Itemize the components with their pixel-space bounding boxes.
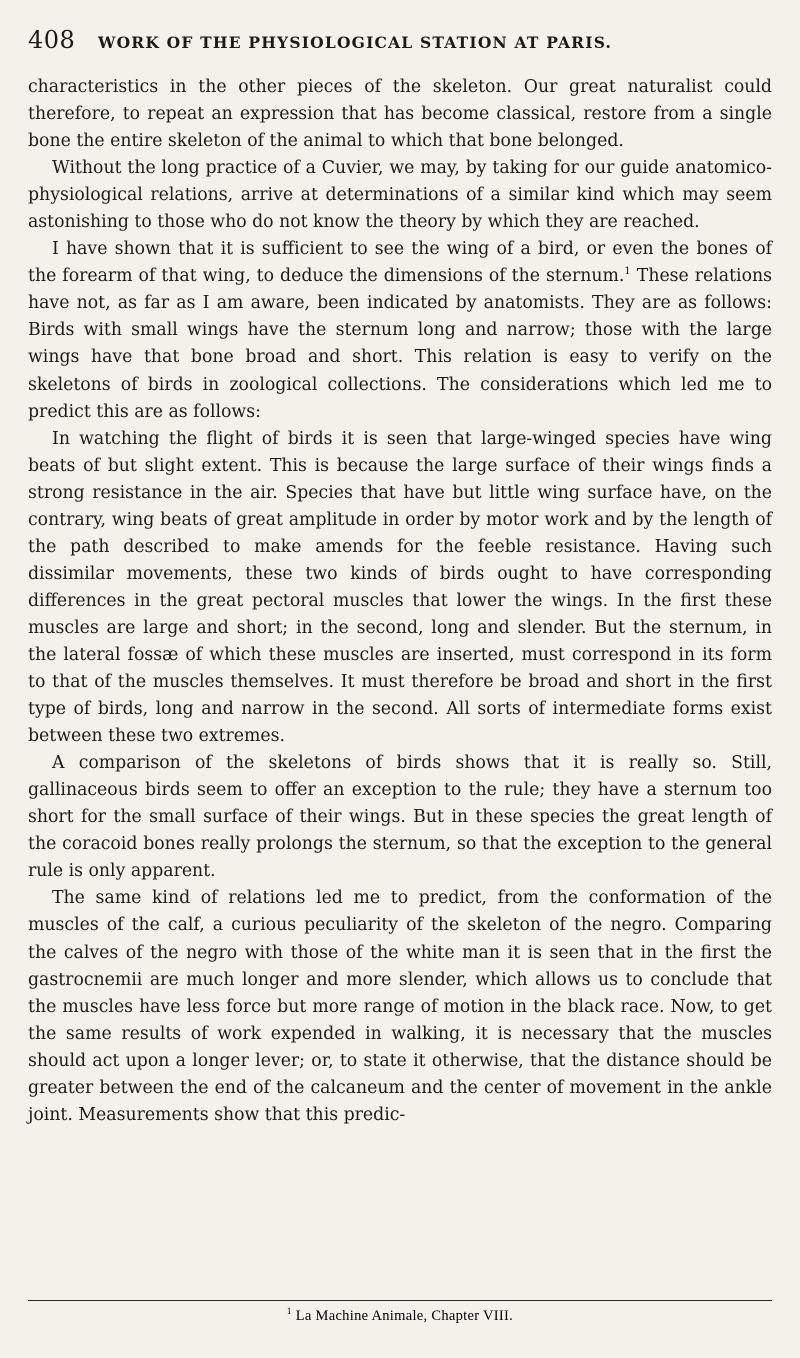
footnote-text: La Machine Animale, Chapter VIII. (295, 1307, 514, 1324)
footnote-marker: 1 (286, 1306, 292, 1316)
footnote-divider (28, 1300, 772, 1301)
paragraph-4: In watching the flight of birds it is seen that large-winged species have wing beats of but slight extent. This is because the large surface of their wings finds a strong resistance in the air. Species that have but little wing surface have, on the contrary, wing beats of great amplitude in order by motor work and by the length of the path described to make amends for the feeble resistance. Having such dissimilar movements, these two kinds of birds ought to have corresponding differences in the great pectoral muscles that lower the wings. In the first these muscles are large and short; in the second, long and slender. But the sternum, in the lateral fossæ of which these muscles are inserted, must correspond in its form to that of the muscles themselves. It must therefore be broad and short in the first type of birds, long and narrow in the second. All sorts of intermediate forms exist between these two extremes. (28, 428, 772, 747)
paragraph-6: The same kind of relations led me to predict, from the conformation of the muscles of the calf, a curious peculiarity of the skeleton of the negro. Comparing the calves of the negro with those of the white man it is seen that in the first the gastrocnemii are much longer and more slender, which allows us to conclude that the muscles have less force but more range of motion in the black race. Now, to get the same results of work expended in walking, it is necessary that the muscles should act upon a longer lever; or, to state it otherwise, that the distance should be greater between the end of the calcaneum and the center of movement in the ankle joint. Measurements show that this predic- (28, 888, 772, 1125)
footnote-reference: 1 (624, 266, 631, 278)
paragraph-3-text-before: I have shown that it is sufficient to see the wing of a bird, or even the bones of the forearm of that wing, to deduce the dimensions of the sternum. (28, 239, 772, 287)
page-header (28, 26, 772, 66)
paragraph-5: A comparison of the skeletons of birds shows that it is really so. Still, gallinaceous birds seem to offer an exception to the rule; they have a sternum too short for the small surface of their wings. But in these species the great length of the coracoid bones really prolongs the sternum, so that the exception to the general rule is only apparent. (28, 753, 772, 882)
paragraph-3-text-after: These relations have not, as far as I am aware, been indicated by anatomists. They are as follows: Birds with small wings have the sternum long and narrow; those with the large wings have that bone broad and short. This relation is easy to verify on the skeletons of birds in zoological collections. The considerations which led me to predict this are as follows: (28, 266, 772, 422)
body-text (28, 74, 772, 1129)
page-number: 408 (28, 26, 76, 54)
paragraph-3 (28, 236, 772, 425)
running-head: WORK OF THE PHYSIOLOGICAL STATION AT PARIS. (98, 33, 613, 52)
paragraph-1: characteristics in the other pieces of the skeleton. Our great naturalist could therefore, to repeat an expression that has become classical, restore from a single bone the entire skeleton of the animal to which that bone belonged. (28, 77, 772, 152)
footnote (0, 1306, 800, 1325)
paragraph-2: Without the long practice of a Cuvier, we may, by taking for our guide anatomico-physiological relations, arrive at determinations of a similar kind which may seem astonishing to those who do not know the theory by which they are reached. (28, 158, 772, 233)
